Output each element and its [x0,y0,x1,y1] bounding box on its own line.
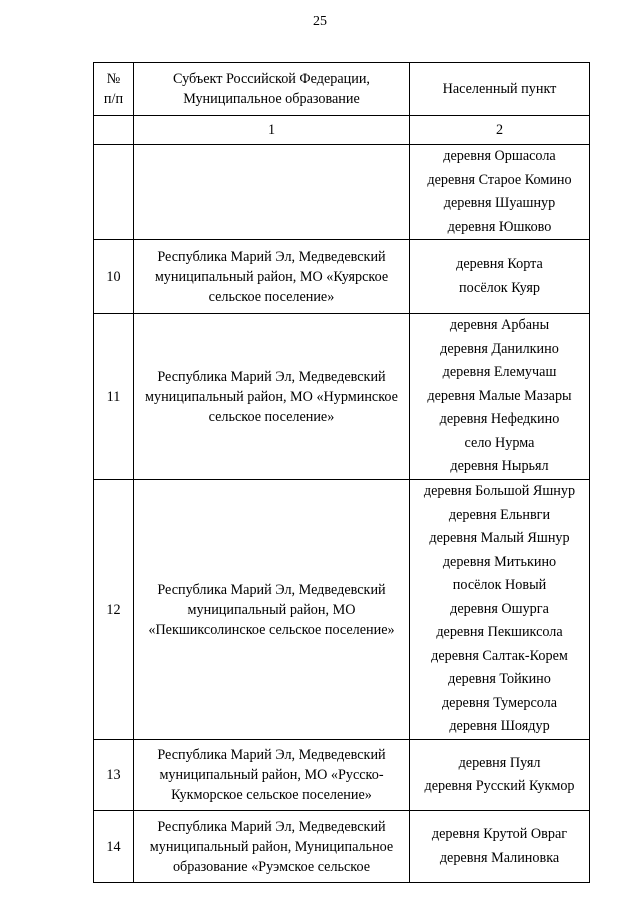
row-settlements [410,480,590,740]
row-number: 11 [94,314,134,480]
subject-line: сельское поселение» [208,288,335,305]
subject-line: муниципальный район, Муниципальное [149,838,394,855]
row-settlements [410,240,590,314]
subject-line: Республика Марий Эл, Медведевский [157,818,386,835]
settlement-item: деревня Тумерсола [441,694,558,711]
settlement-item: деревня Тойкино [448,671,551,688]
settlement-item: деревня Ошурга [450,600,549,617]
row-number: 13 [94,740,134,811]
subject-line: Кукморское сельское поселение» [171,787,372,803]
page-number: 25 [313,14,327,29]
settlement-item: деревня Малиновка [439,849,560,866]
settlement-item: деревня Оршасола [443,148,556,164]
table-row [94,811,590,883]
settlements-table [93,62,590,883]
subject-line: Республика Марий Эл, Медведевский [157,581,386,598]
row-settlements [410,740,590,811]
table-body [94,145,590,883]
column-numbers-row [94,116,590,145]
table-row [94,314,590,480]
settlement-item: деревня Пуял [458,754,541,771]
header-settlement [410,63,590,116]
settlement-item: деревня Большой Яшнур [423,483,576,500]
subject-line: Республика Марий Эл, Медведевский [157,248,386,265]
subject-line: Республика Марий Эл, Медведевский [157,368,386,385]
row-subject [134,480,410,740]
subject-line: муниципальный район, МО «Нурминское [145,388,398,405]
row-number: 10 [94,240,134,314]
header-settlement-line: Населенный пункт [442,81,557,97]
row-number [94,145,134,240]
row-settlements [410,145,590,240]
column-number: 1 [134,116,410,145]
table-row [94,480,590,740]
settlement-item: деревня Данилкино [440,340,559,357]
settlement-item: деревня Малые Мазары [427,387,572,404]
subject-line: муниципальный район, МО «Русско- [159,767,384,783]
subject-line: Республика Марий Эл, Медведевский [157,747,386,763]
row-settlements [410,314,590,480]
row-subject [134,240,410,314]
settlement-item: деревня Нефедкино [439,411,560,428]
row-settlements [410,811,590,883]
settlement-item: деревня Шоядур [449,718,550,735]
settlement-item: посёлок Куяр [458,279,540,296]
subject-line: образование «Руэмское сельское [172,858,371,875]
settlement-item: деревня Старое Комино [427,171,572,188]
header-num-line: п/п [103,91,124,107]
settlement-item: деревня Корта [456,256,543,272]
settlement-item: деревня Елемучаш [442,364,557,381]
header-num [94,63,134,116]
settlement-item: деревня Юшково [447,218,552,235]
settlement-item: деревня Русский Кукмор [424,778,575,794]
row-subject [134,740,410,811]
table-header-row [94,63,590,116]
row-subject [134,314,410,480]
settlement-item: деревня Арбаны [449,317,550,334]
header-subject-line: Субъект Российской Федерации, [173,71,370,87]
subject-line: сельское поселение» [208,408,335,425]
row-subject [134,145,410,240]
settlement-item: деревня Крутой Овраг [431,826,568,842]
header-num-line: № [106,71,121,87]
settlement-item: деревня Салтак-Корем [431,647,568,664]
settlement-item: деревня Малый Яшнур [429,530,570,547]
settlement-item: село Нурма [464,434,535,451]
table-row [94,145,590,240]
subject-line: «Пекшиксолинское сельское поселение» [148,621,395,638]
row-number: 14 [94,811,134,883]
row-number: 12 [94,480,134,740]
settlement-item: деревня Нырьял [450,458,549,475]
table-row [94,740,590,811]
settlement-item: деревня Шуашнур [443,195,556,211]
subject-line: муниципальный район, МО «Куярское [154,268,389,285]
subject-line: муниципальный район, МО [187,601,356,618]
page-bottom-edge [93,893,590,905]
settlement-item: деревня Ельнвги [448,506,551,523]
settlement-item: деревня Митькино [442,553,557,570]
table-row [94,240,590,314]
settlement-item: деревня Пекшиксола [436,624,563,641]
column-number: 2 [410,116,590,145]
row-subject [134,811,410,883]
column-number [94,116,134,145]
header-subject-line: Муниципальное образование [183,91,360,107]
settlement-item: посёлок Новый [452,577,547,594]
header-subject [134,63,410,116]
